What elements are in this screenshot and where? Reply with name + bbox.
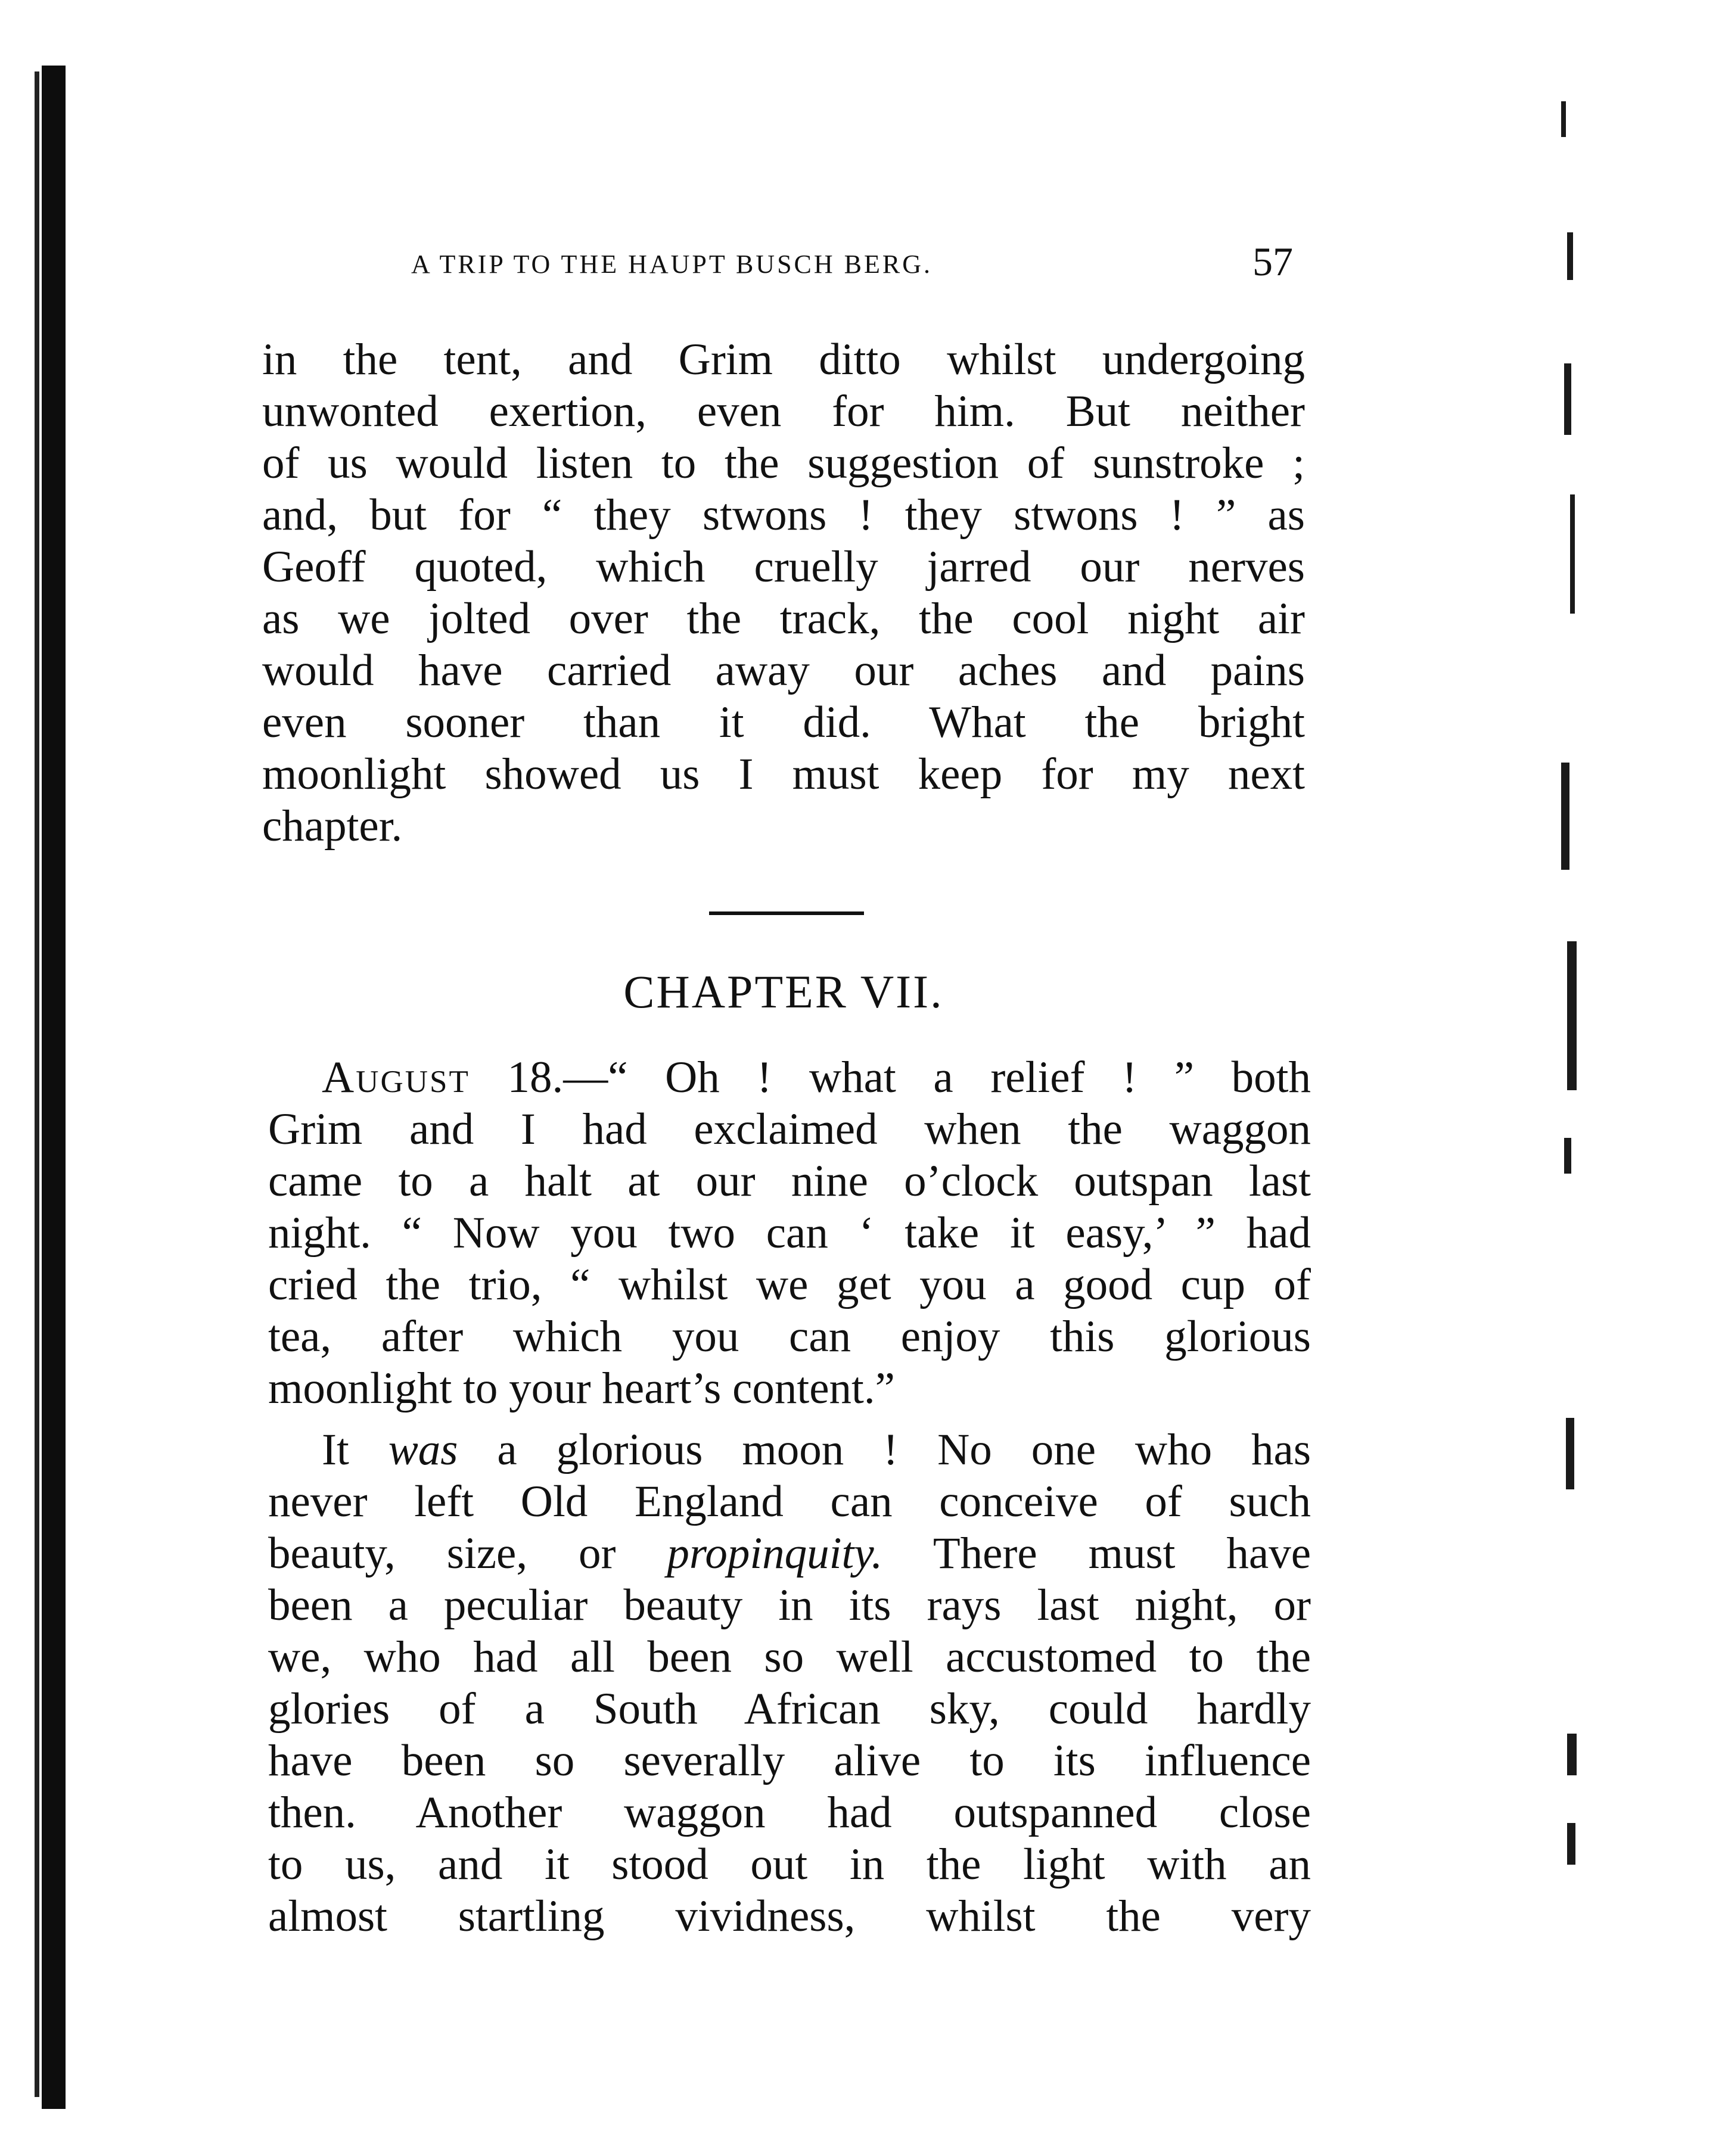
text-line: chapter. xyxy=(262,801,403,851)
chapter-title: CHAPTER VII. xyxy=(623,966,944,1018)
text-line: of us would listen to the suggestion of sunstroke ; xyxy=(262,438,1305,488)
text-line: unwonted exertion, even for him. But neither xyxy=(262,387,1305,436)
text-fragment: There must have xyxy=(933,1529,1311,1578)
page-header xyxy=(411,238,1305,292)
text-fragment: beauty, size, or xyxy=(268,1529,616,1578)
margin-scan-specks xyxy=(1549,77,1597,2043)
text-line: and, but for “ they stwons ! they stwons ! ” as xyxy=(262,490,1305,540)
text-fragment: It xyxy=(322,1425,349,1474)
paragraph-glorious-moon xyxy=(268,1424,1311,1942)
italic-word: propinquity. xyxy=(667,1529,883,1578)
binding-shadow-edge xyxy=(35,71,39,2097)
text-line: as we jolted over the track, the cool night air xyxy=(262,594,1305,643)
text-line: moonlight showed us I must keep for my next xyxy=(262,749,1305,799)
text-line: almost startling vividness, whilst the very xyxy=(268,1891,1311,1941)
binding-shadow xyxy=(42,66,66,2109)
text-line: would have carried away our aches and pains xyxy=(262,646,1305,695)
section-divider-rule xyxy=(709,911,864,915)
text-line xyxy=(268,1051,1311,1103)
text-line: came to a halt at our nine o’clock outspan last xyxy=(268,1156,1311,1206)
text-line-rest: 18.—“ Oh ! what a relief ! ” both xyxy=(507,1053,1311,1102)
small-caps-lead: August xyxy=(322,1053,470,1102)
running-head: A TRIP TO THE HAUPT BUSCH BERG. xyxy=(411,250,933,279)
paragraph-continued xyxy=(262,334,1305,852)
text-line: glories of a South African sky, could hardly xyxy=(268,1684,1311,1734)
italic-word: was xyxy=(388,1425,458,1474)
text-line: Geoff quoted, which cruelly jarred our nerves xyxy=(262,542,1305,592)
text-fragment: a glorious moon ! No one who has xyxy=(497,1425,1311,1474)
text-line: been a peculiar beauty in its rays last night, or xyxy=(268,1581,1311,1630)
text-line: we, who had all been so well accustomed to the xyxy=(268,1632,1311,1682)
text-line: then. Another waggon had outspanned close xyxy=(268,1788,1311,1837)
text-line: to us, and it stood out in the light with an xyxy=(268,1840,1311,1889)
text-line: cried the trio, “ whilst we get you a good cup of xyxy=(268,1260,1311,1309)
text-line: never left Old England can conceive of such xyxy=(268,1477,1311,1526)
text-line: have been so severally alive to its influence xyxy=(268,1736,1311,1785)
text-line: Grim and I had exclaimed when the waggon xyxy=(268,1105,1311,1154)
text-line: moonlight to your heart’s content.” xyxy=(268,1364,895,1413)
text-line: night. “ Now you two can ‘ take it easy,’ ” had xyxy=(268,1208,1311,1258)
paragraph-august-18 xyxy=(268,1051,1311,1414)
text-line xyxy=(268,1424,1311,1476)
text-line: in the tent, and Grim ditto whilst undergoing xyxy=(262,335,1305,384)
text-line: even sooner than it did. What the bright xyxy=(262,698,1305,747)
text-line: tea, after which you can enjoy this glorious xyxy=(268,1312,1311,1361)
page-number: 57 xyxy=(1252,239,1293,284)
text-line xyxy=(268,1527,1311,1579)
